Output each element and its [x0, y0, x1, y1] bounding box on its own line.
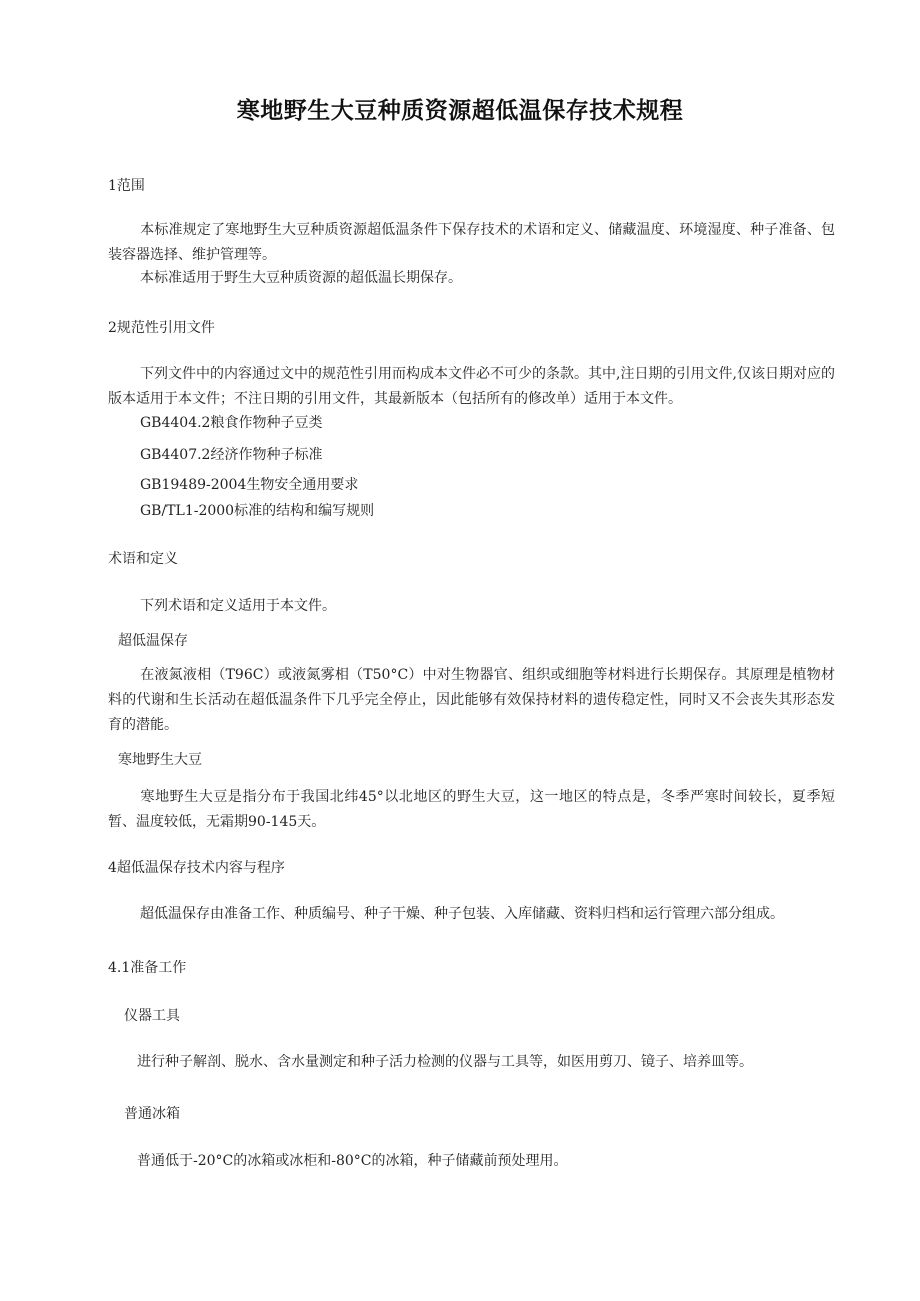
reference-item: GB4407.2经济作物种子标准 [140, 447, 323, 463]
section-2-paragraph-1 [108, 362, 835, 412]
term-2-definition [108, 785, 835, 835]
tools-heading: 仪器工具 [124, 1008, 180, 1024]
term-1-heading: 超低温保存 [118, 633, 188, 649]
section-3-paragraph-1: 下列术语和定义适用于本文件。 [140, 598, 336, 614]
section-4-paragraph-1: 超低温保存由准备工作、种质编号、种子干燥、种子包装、入库储藏、资料归档和运行管理六部分组成。 [140, 906, 784, 922]
section-4-1-heading: 4.1准备工作 [108, 960, 187, 976]
reference-item: GB4404.2粮食作物种子豆类 [140, 415, 323, 431]
document-title: 寒地野生大豆种质资源超低温保存技术规程 [236, 98, 684, 124]
term-2-definition-text: 寒地野生大豆是指分布于我国北纬45°以北地区的野生大豆，这一地区的特点是，冬季严寒时间较长，夏季短暂、温度较低，无霜期90-145天。 [108, 789, 835, 830]
fridge-heading: 普通冰箱 [124, 1106, 180, 1122]
term-2-heading: 寒地野生大豆 [118, 752, 202, 768]
tools-paragraph: 进行种子解剖、脱水、含水量测定和种子活力检测的仪器与工具等，如医用剪刀、镜子、培养皿等。 [137, 1054, 753, 1070]
section-1-paragraph-2: 本标准适用于野生大豆种质资源的超低温长期保存。 [140, 270, 462, 286]
reference-item: GB19489-2004生物安全通用要求 [140, 477, 359, 493]
term-1-definition [108, 663, 835, 738]
section-2-paragraph-1-text: 下列文件中的内容通过文中的规范性引用而构成本文件必不可少的条款。其中,注日期的引用文件,仅该日期对应的版本适用于本文件；不注日期的引用文件，其最新版本（包括所有的修改单）适用于本文件。 [108, 366, 835, 407]
section-1-paragraph-1 [108, 218, 835, 268]
section-4-heading: 4超低温保存技术内容与程序 [108, 860, 285, 876]
section-1-paragraph-1-text: 本标准规定了寒地野生大豆种质资源超低温条件下保存技术的术语和定义、储藏温度、环境湿度、种子准备、包装容器选择、维护管理等。 [108, 222, 835, 263]
reference-item: GB/TL1-2000标准的结构和编写规则 [140, 503, 375, 519]
section-2-heading: 2规范性引用文件 [108, 320, 215, 336]
section-3-heading: 术语和定义 [108, 551, 178, 567]
section-1-heading: 1范围 [108, 178, 145, 194]
term-1-definition-text: 在液氮液相（T96C）或液氮雾相（T50°C）中对生物器官、组织或细胞等材料进行长期保存。其原理是植物材料的代谢和生长活动在超低温条件下几乎完全停止，因此能够有效保持材料的遗传稳定性，同时又不会丧失其形态发育的潜能。 [108, 667, 835, 733]
fridge-paragraph: 普通低于-20°C的冰箱或冰柜和-80°C的冰箱，种子储藏前预处理用。 [137, 1153, 568, 1169]
